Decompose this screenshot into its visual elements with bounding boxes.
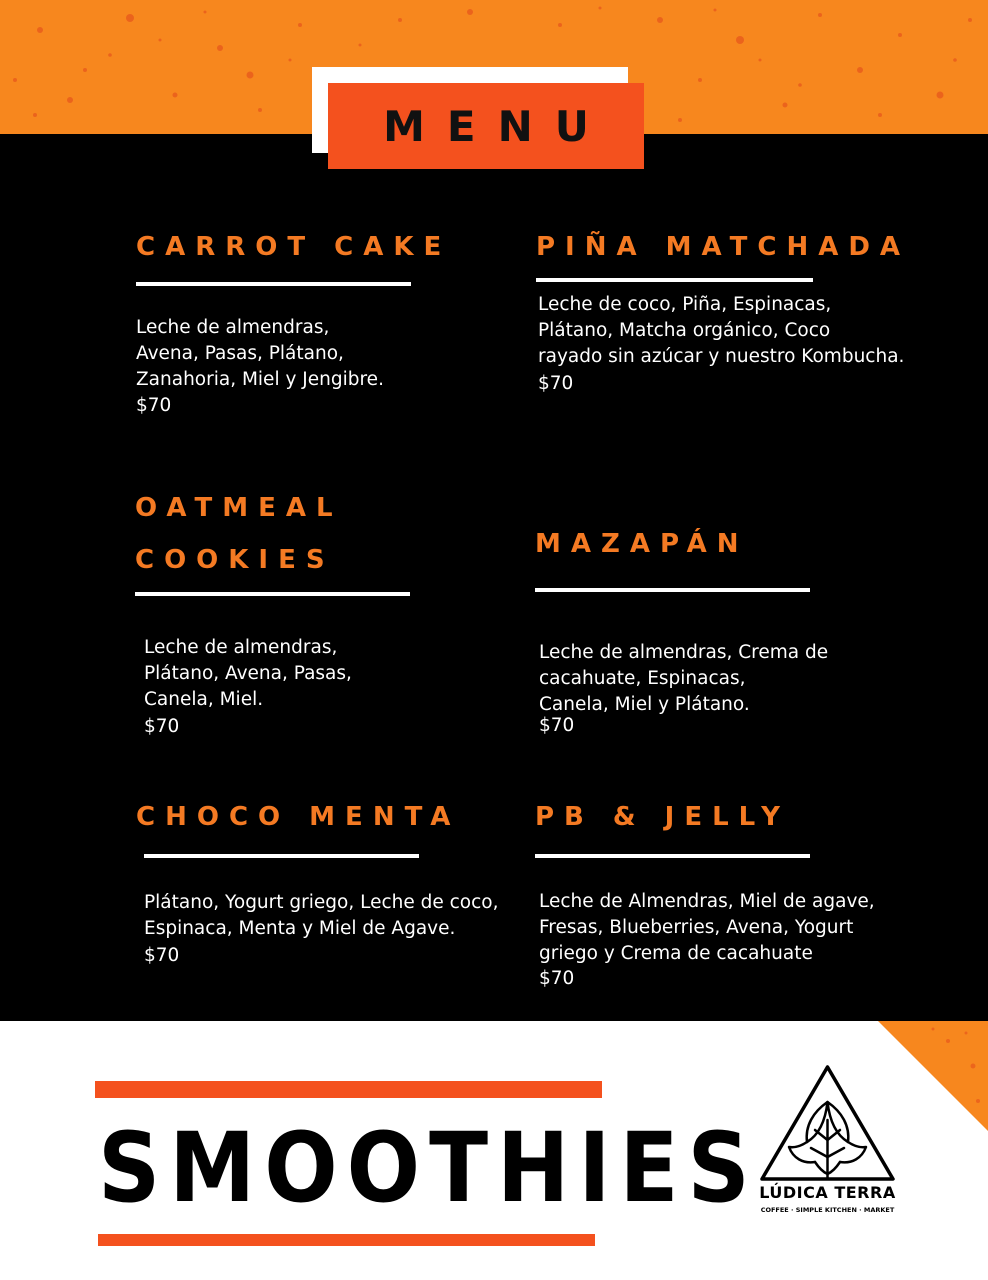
item-name: PIÑA MATCHADA (536, 232, 911, 262)
title-box (328, 83, 644, 169)
item-name: MAZAPÁN (535, 529, 749, 559)
item-description: Leche de almendras, Plátano, Avena, Pasas, Canela, Miel. (144, 637, 352, 710)
item-divider (136, 282, 411, 286)
item-price: $70 (539, 968, 575, 989)
item-description: Leche de Almendras, Miel de agave, Fresas, Blueberries, Avena, Yogurt griego y Crema de cacahuate (539, 891, 875, 964)
item-price: $70 (538, 373, 574, 394)
item-description: Leche de almendras, Crema de cacahuate, Espinacas, Canela, Miel y Plátano. (539, 642, 829, 715)
menu-title: MENU (383, 101, 611, 151)
item-description: Leche de almendras, Avena, Pasas, Plátano, Zanahoria, Miel y Jengibre. (136, 317, 384, 390)
item-description: Leche de coco, Piña, Espinacas, Plátano, Matcha orgánico, Coco rayado sin azúcar y nuestro Kombucha. (538, 294, 905, 367)
item-name: PB & JELLY (535, 802, 790, 832)
item-divider (536, 278, 813, 282)
footer-bar-bottom (98, 1234, 595, 1246)
footer-bar-top (95, 1081, 602, 1098)
item-name: OATMEAL COOKIES (135, 493, 343, 575)
logo-name: LÚDICA TERRA (759, 1183, 896, 1202)
item-name: CHOCO MENTA (136, 802, 461, 832)
item-description: Plátano, Yogurt griego, Leche de coco, Espinaca, Menta y Miel de Agave. (144, 892, 499, 939)
logo-tagline: COFFEE · SIMPLE KITCHEN · MARKET (760, 1206, 895, 1214)
item-price: $70 (539, 715, 575, 736)
item-price: $70 (144, 716, 180, 737)
item-price: $70 (136, 395, 172, 416)
item-price: $70 (144, 945, 180, 966)
item-divider (535, 854, 810, 858)
item-divider (144, 854, 419, 858)
item-divider (135, 592, 410, 596)
category-heading: SMOOTHIES (98, 1112, 759, 1224)
item-name: CARROT CAKE (136, 232, 452, 262)
item-divider (535, 588, 810, 592)
